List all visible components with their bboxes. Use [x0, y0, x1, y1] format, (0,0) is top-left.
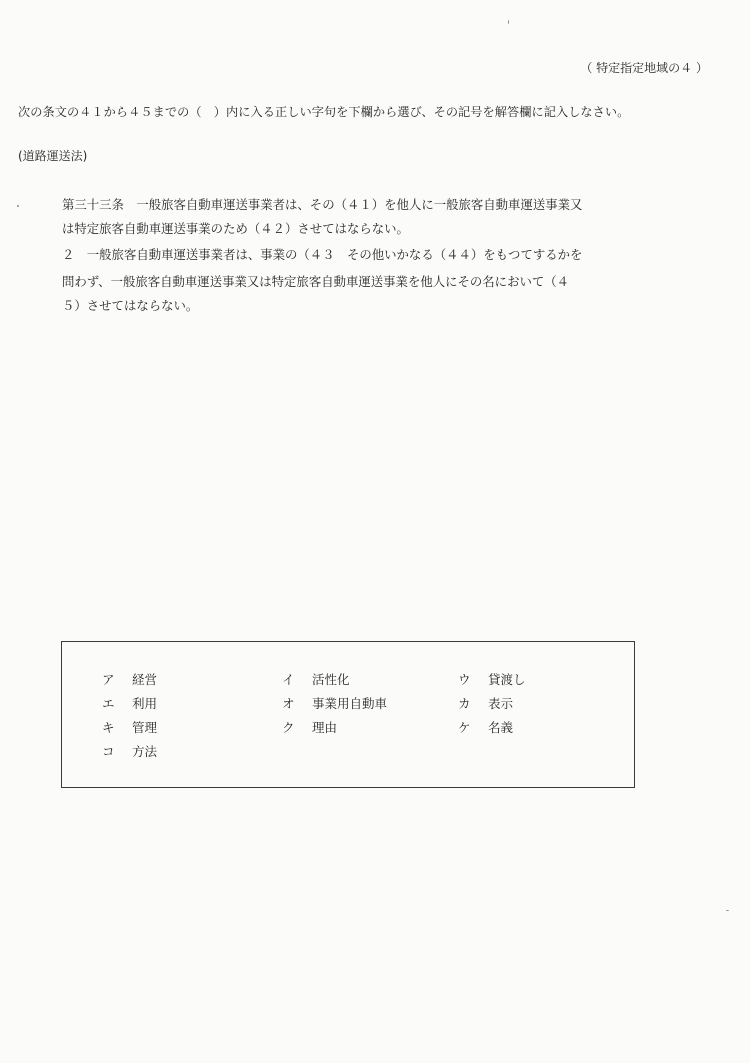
choice-text: 名義	[488, 720, 514, 735]
article-line: は特定旅客自動車運送事業のため（４２）させてはならない。	[62, 221, 409, 236]
choice-item	[102, 722, 157, 735]
choice-key: ウ	[458, 672, 471, 687]
choice-key: オ	[282, 696, 295, 711]
choice-item	[282, 698, 387, 711]
choice-item	[102, 746, 157, 759]
article-line: 問わず、一般旅客自動車運送事業又は特定旅客自動車運送事業を他人にその名において（４	[62, 274, 570, 289]
choice-text: 方法	[132, 744, 158, 759]
choice-key: イ	[282, 672, 295, 687]
choice-item	[282, 722, 337, 735]
choice-item	[458, 674, 526, 687]
choice-item	[282, 674, 350, 687]
instruction-text: 次の条文の４１から４５までの（ ）内に入る正しい字句を下欄から選び、その記号を解答欄に記入しなさい。	[18, 105, 630, 119]
choice-text: 貸渡し	[488, 672, 526, 687]
choice-text: 理由	[312, 720, 338, 735]
article-line: ２ 一般旅客自動車運送事業者は、事業の（４３ その他いかなる（４４）をもつてするかを	[62, 247, 583, 262]
choice-item	[102, 674, 157, 687]
article-line: ５）させてはならない。	[62, 298, 199, 313]
choice-text: 事業用自動車	[312, 696, 388, 711]
choice-text: 活性化	[312, 672, 350, 687]
page-tag: （ 特定指定地域の４ ）	[580, 61, 708, 75]
choice-text: 表示	[488, 696, 514, 711]
choice-key: キ	[102, 720, 115, 735]
choice-key: ケ	[458, 720, 471, 735]
scan-speck	[17, 205, 19, 207]
article-line: 第三十三条 一般旅客自動車運送事業者は、その（４１）を他人に一般旅客自動車運送事業又	[62, 197, 583, 212]
choice-key: ク	[282, 720, 295, 735]
law-name: (道路運送法)	[18, 149, 88, 163]
scan-speck	[726, 910, 729, 911]
choice-key: エ	[102, 696, 115, 711]
choices-box	[61, 641, 635, 788]
choice-text: 経営	[132, 672, 158, 687]
choice-item	[458, 722, 513, 735]
choice-key: カ	[458, 696, 471, 711]
choice-key: ア	[102, 672, 115, 687]
choice-text: 利用	[132, 696, 158, 711]
scan-speck	[508, 20, 509, 24]
choice-item	[458, 698, 513, 711]
choice-item	[102, 698, 157, 711]
choice-text: 管理	[132, 720, 158, 735]
choice-key: コ	[102, 744, 115, 759]
